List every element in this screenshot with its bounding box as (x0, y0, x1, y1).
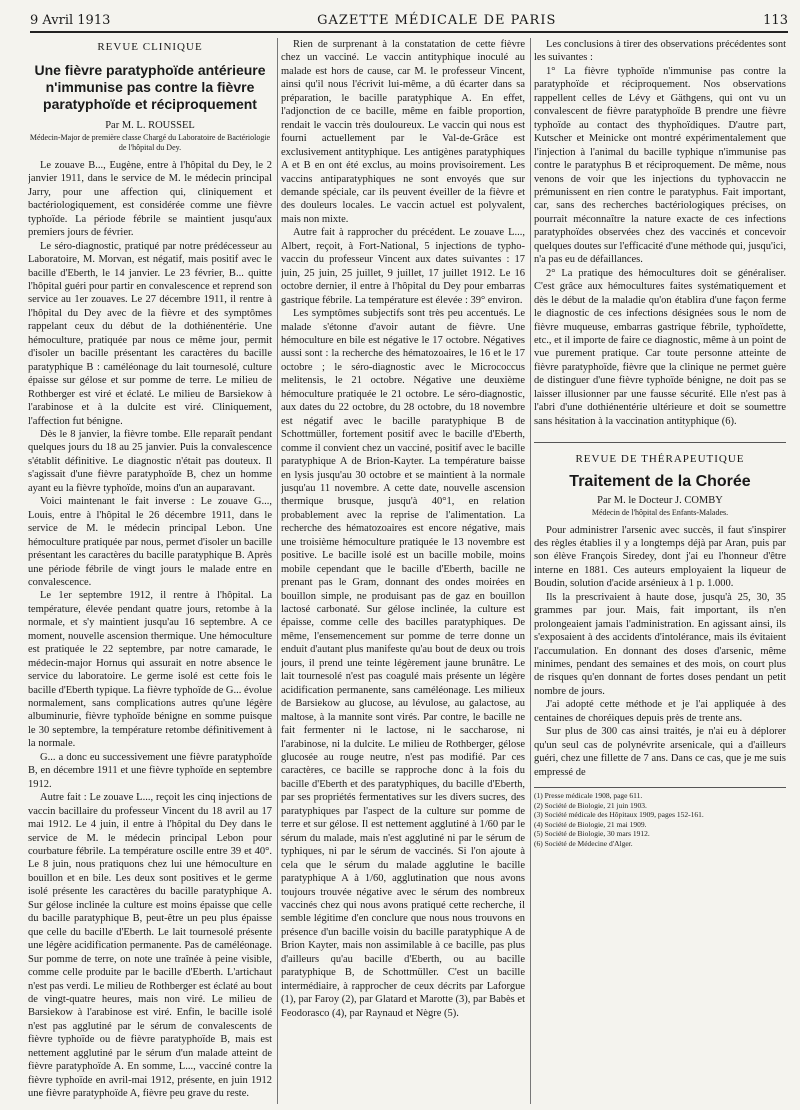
paragraph: Autre fait à rapprocher du précédent. Le zouave L..., Albert, reçoit, à Fort-National, 5 injections de typho-vaccin du professeur Vincent aux dates suivantes : 17 juin, 25 juin, 25 juillet, 9 juillet, 17 juillet 1912. Le 16 octobre dernier, il entre à l'hôpital du Dey pour embarras gastrique fébrile. La température est élevée : 39° environ. (281, 227, 525, 306)
paragraph: Rien de surprenant à la constatation de cette fièvre chez un vacciné. Le vaccin antityphique inoculé au malade est hors de cause, car M. le professeur Vincent, ainsi qu'il nous l'écrivit lui-même, a dû écarter dans sa préparation, le bacille paratyphique A. En effet, l'adjonction de ce bacille, même en faible proportion, rendait le vaccin très douloureux. Le vaccin qui nous est fourni actuellement par le Val-de-Grâce est exclusivement antityphique. Les antigènes paratyphiques A et B en ont été exclus, au moins provisoirement. Les vaccins antiparatyphiques ne sont envoyés que sur demande spéciale, car ils peuvent éveiller de la fièvre et des douleurs locales. Le vaccin actuel est polyvalent, mais non mixte. (281, 39, 525, 225)
footnotes (534, 787, 786, 849)
column-rule (277, 38, 278, 1104)
paragraph: G... a donc eu successivement une fièvre paratyphoïde B, en décembre 1911 et une fièvre typhoïde en septembre 1912. (28, 751, 272, 790)
article-title: Traitement de la Chorée (569, 472, 751, 490)
paragraph: J'ai adopté cette méthode et je l'ai appliquée à des centaines de choréiques depuis près de trente ans. (534, 699, 786, 724)
paragraph: Le 1er septembre 1912, il rentre à l'hôpital. La température, élevée pendant quatre jours, retombe à la normale, et s'y maintient jusqu'au 16 septembre. A ce moment, nouvelle ascension thermique. Une hémoculture est pratiquée le 22 septembre, par notre camarade, le médecin-major Hornus qui assurait en notre absence le service du laboratoire. Le germe isolé est cette fois le bacille d'Eberth typique. La fièvre typhoïde de G... évolue normalement, sans complications autres qu'une légère albuminurie, fièvre typhoïde bénigne en somme puisque le 30 septembre, la température retombe définitivement à la normale. (28, 590, 272, 750)
issue-date: 9 Avril 1913 (30, 12, 111, 28)
author-affiliation: Médecin-Major de première classe Chargé du Laboratoire de Bactériologie de l'hôpital du Dey. (29, 132, 271, 152)
article-rubric: REVUE DE THÉRAPEUTIQUE (575, 453, 745, 466)
paragraph: Autre fait : Le zouave L..., reçoit les cinq injections de vaccin bacillaire du professeur Vincent du 18 avril au 17 mai 1912. Le 4 juin, il entre à l'hôpital du Dey dans le service de M. le médecin principal Lebon pour courbature fébrile. La température oscille entre 39 et 40°. Le 8 juin, nous pratiquons chez lui une hémoculture en bouillon et en bile. Les deux sont positives et le germe isolé présente les caractères du bacille paratyphique A. Sur gélose inclinée la culture est moins épaisse que celle du bacille paratyphique B, peut-être un peu plus épaisse que celle du bacille d'Eberth. Le lait tournesolé présente une légère acidification permanente. Pas de caméléonage. Sur pomme de terre, on note une traînée à peine visible, comme celle produite par le bacille d'Eberth. L'artichaut n'est pas verdi. Le milieu de Rothberger est éclaté au bout de vingt-quatre heures, mais non viré. Le milieu de Barsiekow à l'arabinose est viré. Enfin, le bacille isolé n'est pas agglutiné par le sérum de convalescents de fièvre typhoïde ou de fièvre paratyphoïde B, mais est nettement agglutiné par le sérum d'un malade atteint de fièvre paratyphoïde A. En somme, L..., vacciné contre la fièvre typhoïde en avril-mai 1912, présente, en juin 1912 une fièvre paratyphoïde A, fièvre peu grave du reste. (28, 792, 272, 1100)
column-3 (534, 38, 786, 1106)
page-header (30, 9, 788, 33)
article-author: Par M. le Docteur J. COMBY (597, 495, 723, 507)
paragraph: Le zouave B..., Eugène, entre à l'hôpital du Dey, le 2 janvier 1911, dans le service de M. le médecin principal Jarry, pour une affection qui, cliniquement et bactériologiquement, est considérée comme une fièvre typhoïde. La période fébrile se maintient jusqu'aux premiers jours de février. (28, 159, 272, 239)
paragraph: Sur plus de 300 cas ainsi traités, je n'ai eu à déplorer qu'un seul cas de polynévrite arsenicale, qui a d'ailleurs guéri, chez une fillette de 7 ans. Dans ce cas, que je me suis empressé de (534, 726, 786, 778)
footnote: (2) Société de Biologie, 21 juin 1903. (534, 800, 647, 810)
column-2 (281, 38, 525, 1106)
paragraph: Dès le 8 janvier, la fièvre tombe. Elle reparaît pendant quelques jours du 18 au 25 janvier. Puis la convalescence s'établit définitive. Le diagnostic n'était pas douteux. Il s'agissait d'une fièvre paratyphoïde B, chez un homme ayant eu la fièvre typhoïde, moins d'un an auparavant. (28, 428, 272, 494)
paragraph: Voici maintenant le fait inverse : Le zouave G..., Louis, entre à l'hôpital le 26 décembre 1911, dans le service de M. le médecin principal Lebon. Une hémoculture pratiquée par nous, permet d'isoler un bacille présentant les caractères du bacille paratyphique B. Après une période fébrile de vingt jours le malade entre en convalescence. (28, 496, 272, 588)
paragraph: Pour administrer l'arsenic avec succès, il faut s'inspirer des règles établies il y a longtemps déjà par Aran, puis par son élève François Siredey, dont j'ai eu l'honneur d'être interne en 1881. Ces auteurs employaient la liqueur de Boudin, solution d'acide arsénieux à 1 p. 1.000. (534, 524, 786, 590)
footnote: (1) Presse médicale 1908, page 611. (534, 791, 643, 801)
author-affiliation: Médecin de l'hôpital des Enfants-Malades. (591, 507, 729, 517)
paragraph: 2° La pratique des hémocultures doit se généraliser. C'est grâce aux hémocultures faites systématiquement et dès le début de la maladie qu'on établira d'une façon ferme le diagnostic de ces infections désignées sous le nom de fièvre muqueuse, embarras gastrique fébrile, typhoïdette, etc., et il importe de faire ce diagnostic, même à un point de vue purement pratique. Car toute personne atteinte de fièvre paratyphoïde, fièvre que la clinique ne permet guère de distinguer d'une fièvre typhoïde bénigne, ne doit pas se laisser illusionner par une fausse sécurité. Elle n'est pas à l'abri d'une dothiénentérie ultérieure et doit se soumettre sans hésitation à la vaccination antityphique (6). (534, 267, 786, 427)
column-1 (28, 38, 272, 1106)
paragraph: Le séro-diagnostic, pratiqué par notre prédécesseur au Laboratoire, M. Morvan, est négatif, mais positif avec le bacille d'Eberth, le 14 janvier. Le 23 février, B... quitte l'hôpital guéri pour partir en convalescence et reprend son service au 1er zouaves. Le 27 décembre 1911, il rentre à l'hôpital du Dey avec de la fièvre et des symptômes rappelant ceux du début de la dothiénentérie. Une hémoculture, pratiquée par nous ce même jour, permit d'isoler un bacille présentant les caractères du bacille paratyphique B : caméléonage du lait tournesolé, culture épaisse sur gélose et sur pomme de terre. Le milieu de Rothberger est viré et éclaté. Le milieu de Barsiekow à l'arabinose et à la dulcite est viré. Cliniquement, l'affection fut bénigne. (28, 240, 272, 427)
article-separator (534, 442, 786, 443)
article-title: Une fièvre paratyphoïde antérieure n'immunise pas contre la fièvre paratyphoïde et réciproquement (34, 62, 266, 113)
article-author: Par M. L. ROUSSEL (105, 120, 195, 132)
footnote: (4) Société de Biologie, 21 mai 1909. (534, 819, 647, 829)
page-number: 113 (763, 12, 788, 28)
paragraph: Ils la prescrivaient à haute dose, jusqu'à 25, 30, 35 grammes par jour. Mais, fait important, ils n'en prolongeaient jamais l'administration. En agissant ainsi, ils s'exposaient à des accidents d'intolérance, mais ils évitaient l'accumulation. En donnant des doses d'arsenic, même minimes, pendant des semaines et des mois, on court plus de risques qu'en donnant de fortes doses pendant un petit nombre de jours. (534, 591, 786, 697)
footnote: (3) Société médicale des Hôpitaux 1909, pages 152-161. (534, 810, 704, 820)
journal-name: GAZETTE MÉDICALE DE PARIS (317, 12, 557, 28)
article-rubric: REVUE CLINIQUE (97, 41, 203, 53)
footnote: (6) Société de Médecine d'Alger. (534, 839, 633, 849)
paragraph: Les symptômes subjectifs sont très peu accentués. Le malade s'étonne d'avoir autant de fièvre. Une hémoculture en bile est négative le 17 octobre. Négatives aussi sont : la recherche des hématozoaires, le 16 et le 17 octobre ; le séro-diagnostic avec le Micrococcus melitensis, le 21 octobre. Négative une deuxième hémoculture pratiquée le 21 octobre. Le séro-diagnostic, aux dates du 22 octobre, du 28 octobre, du 18 novembre est négatif avec le bacille paratyphique B de Schottmüller, fortement positif avec le bacille d'Eberth, comme il convient chez un vacciné, positif avec le bacille paratyphique A de Brion-Kayter. La température baisse en lysis jusqu'au 30 octobre et se maintient à la normale jusqu'au 11 novembre. A cette date, nouvelle ascension thermique brusque, jusqu'à 40°1, en relation probablement avec la reprise de l'alimentation. La recherche des hématozoaires est encore négative, mais une troisième hémoculture pratiquée le 13 novembre est positive. Le bacille isolé est un bacille mobile, moins mobile cependant que le bacille d'Eberth, bacille ne prenant pas le Gram, donnant des ondes moirées en bouillon simple, ne produisant pas de gaz en bouillon lactosé carbonaté. Sur gélose inclinée, la culture est épaisse, comme celle des bacilles paratyphiques. De même, l'ensemencement sur pomme de terre donne un enduit d'autant plus manifeste qu'au bout de deux ou trois jours, il prend une teinte légèrement jaune brunâtre. Le lait tournesolé n'est pas coagulé mais présente un légère acidification permanente, sans caméléonage. Les milieux de Barsiekow au glucose, au lévulose, au galactose, au maltose, à la mannite sont virés. Par contre, le bacille ne fait fermenter ni le lactose, ni le saccharose, ni l'arabinose, ni la dulcite. Le milieu de Rothberger, gélose glucosée au rouge neutre, n'est pas modifié. Par ces caractères, ce bacille se rapproche donc à la fois du bacille d'Eberth et des paratyphiques, du bacille d'Eberth, par ses propriétés fermentatives sur les divers sucres, des paratyphiques par l'aspect de la culture sur pomme de terre et sur gélose. Il est nettement agglutiné à 1/60 par le sérum du malade, mais n'est agglutiné ni par le sérum de typhiques, ni par le sérum de vaccinés. Si l'on ajoute à cela que le sérum du malade agglutine le bacille paratyphique A à 1/60, agglutination que nous avons toujours trouvée négative avec le sérum des nombreux vaccinés chez qui nous avons pratiqué cette recherche, il semble légitime d'en conclure que nous nous trouvons en présence d'un bacille voisin du bacille paratyphique A de Brion Kayter, mais non assimilable à ce bacille, pas plus d'ailleurs qu'au bacille d'Eberth, ou au bacille paratyphique B, de Schottmüller. C'est un bacille intermédiaire, à rapprocher de ceux décrits par Laforgue (1), par Faroy (2), par Glatard et Marotte (3), par Babès et Feodorasco (4), par Raynaud et Nègre (5). (281, 308, 525, 1019)
paragraph: Les conclusions à tirer des observations précédentes sont les suivantes : (534, 39, 786, 64)
column-rule (530, 38, 531, 1104)
paragraph: 1° La fièvre typhoïde n'immunise pas contre la paratyphoïde et réciproquement. Nos observations rappellent celles de Lévy et Gäthgens, qui ont vu un convalescent de fièvre paratyphoïde B prendre une fièvre typhoïde au contact des thyphoïdiques. D'autre part, Kutscher et Meinicke ont montré expérimentalement que l'injection à l'animal du bacille typhique n'immunise pas contre le paratyphus B et réciproquement. De même, nous venons de voir que les injections du typhovaccin ne prémunissent en rien contre le paratyphus. Fait important, car, sans des recherches bactériologiques précises, on pourrait méconnaître la nature exacte de ces infections paratyphoïdes observées chez des vaccinés et concevoir quelques doutes sur l'efficacité d'une méthode qui, jusqu'ici, n'a pas eu de défaillances. (534, 65, 786, 266)
footnote: (5) Société de Biologie, 30 mars 1912. (534, 829, 650, 839)
